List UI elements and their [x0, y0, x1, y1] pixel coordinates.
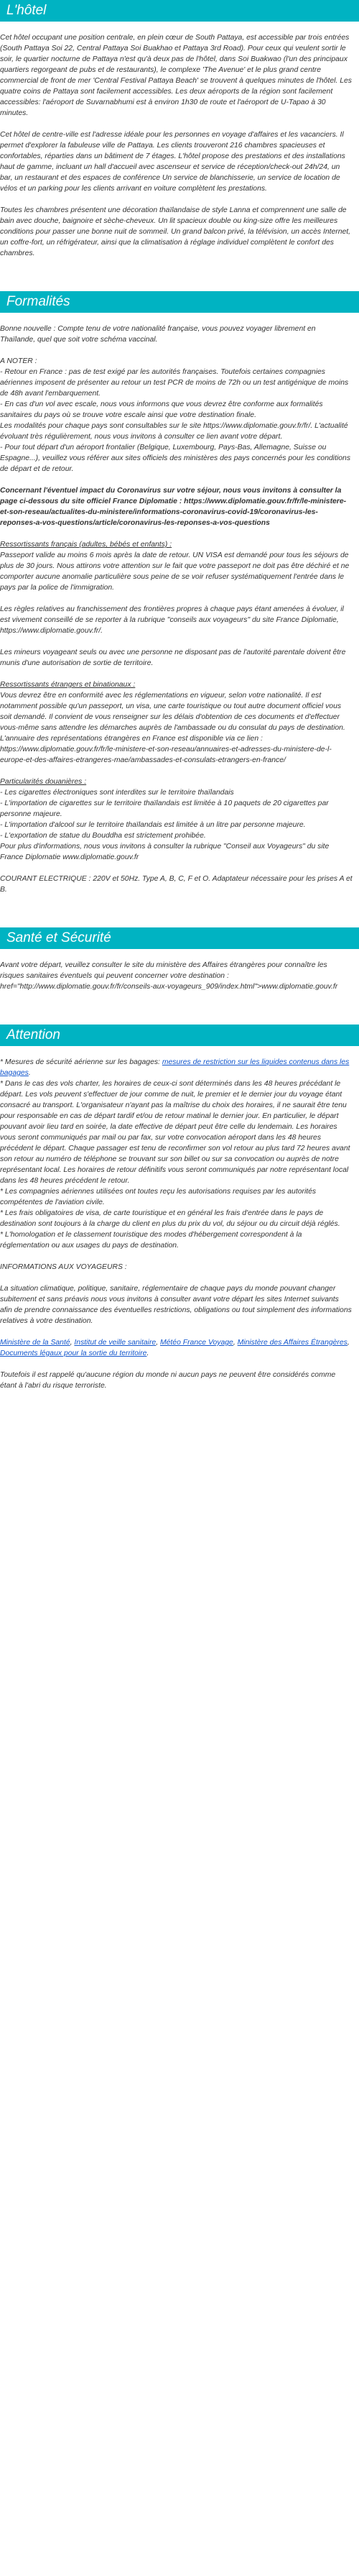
french-nationals-title: Ressortissants français (adultes, bébés et enfants) : — [0, 541, 172, 549]
nota-frontalier: - Pour tout départ d'un aéroport frontalier (Belgique, Luxembourg, Pays-Bas, Allemagne, Suisse ou Espagne...), veuillez vous référer aux sites officiels des ministères des pays concernés pour les conditions de départ et de retour. — [0, 444, 351, 473]
mandatory-fees: * Les frais obligatoires de visa, de carte touristique et en général les frais d'entrée dans le pays de destination sont toujours à la charge du client en plus du prix du vol, du séjour ou du circuit déjà réglés. — [0, 1209, 340, 1228]
hotel-paragraph-3: Toutes les chambres présentent une décoration thaïlandaise de style Lanna et comprennent une salle de bain avec douche, baignoire et sèche-cheveux. Un lit spacieux double ou king-size offre les meilleures conditions pour passer une bonne nuit de sommeil. Un grand balcon privé, la télévision, un accès Internet, un coffre-fort, un réfrigérateur, ainsi que la climatisation à réglage individuel complètent le confort des chambres. — [0, 206, 351, 257]
useful-links: Ministère de la Santé, Institut de veille sanitaire, Météo France Voyage, Ministère des Affaires Étrangères, Documents légaux pour la sortie du territoire. — [0, 1339, 350, 1357]
french-nationals-text: Passeport valide au moins 6 mois après la date de retour. UN VISA est demandé pour tous les séjours de plus de 30 jours. Nous attirons votre attention sur le fait que votre passeport ne doit pas être déchiré et ne comporter aucune anomalie particulière sous peine de se voir refuser systématiquement l'entrée dans le pays par la police de l'immigration. — [0, 551, 350, 592]
border-rules: Les règles relatives au franchissement des frontières propres à chaque pays étant amenées à évoluer, il est vivement conseillé de se reporter à la rubrique "conseils aux voyageurs" du site France Diplomatie, https://www.diplomatie.gouv.fr/. — [0, 605, 344, 635]
accommodation-rating: * L'homologation et le classement touristique des modes d'hébergement correspondent à la réglementation ou aux usages du pays de destination. — [0, 1231, 302, 1250]
foreign-nationals-title: Ressortissants étrangers et binationaux : — [0, 681, 136, 689]
traveler-info-text: La situation climatique, politique, sanitaire, réglementaire de chaque pays du monde pouvant changer subitement et sans préavis nous vous invitons à consulter avant votre départ les sites Internet suivants afin de prendre connaissance des éventuelles restrictions, obligations ou tout simplement des informations relatives à votre destination. — [0, 1285, 352, 1325]
terrorism-notice: Toutefois il est rappelé qu'aucune région du monde ni aucun pays ne peuvent être considérés comme étant à l'abri du risque terroriste. — [0, 1371, 336, 1390]
section-title-sante: Santé et Sécurité — [0, 927, 359, 949]
section-sante — [0, 927, 359, 992]
link-meteo-france[interactable]: Météo France Voyage — [159, 1339, 233, 1347]
electric-current: COURANT ELECTRIQUE : 220V et 50Hz. Type A, B, C, F et O. Adaptateur nécessaire pour les prises A et B. — [0, 875, 353, 894]
link-ministere-sante[interactable]: Ministère de la Santé — [0, 1339, 70, 1347]
section-hotel — [0, 0, 359, 259]
link-affaires-etrangeres[interactable]: Ministère des Affaires Étrangères — [237, 1339, 348, 1347]
customs-alcohol: - L'importation d'alcool sur le territoire thaïlandais est limitée à un litre par personne majeure. — [0, 821, 306, 829]
customs-title: Particularités douanières : — [0, 778, 87, 786]
foreign-nationals-text: Vous devrez être en conformité avec les réglementations en vigueur, selon votre nationalité. Il est notamment possible qu'un passeport, un visa, une carte touristique ou tout autre document officiel vous soit demandé. Il convient de vous renseigner sur les délais d'obtention de ces documents et d'effectuer vous-même sans attendre les démarches auprès de l'ambassade ou du consulat du pays de destination. — [0, 692, 345, 732]
foreign-directory: L'annuaire des représentations étrangères en France est disponible via ce lien : https://www.diplomatie.gouv.fr/fr/le-ministere-et-son-reseau/annuaires-et-adresses-du-ministere-de-l-europe-et-des-affaires-etrangeres-mae/ambassades-et-consulats-etrangers-en-france/ — [0, 735, 332, 764]
nota-modalites: Les modalités pour chaque pays sont consultables sur le site https://www.diplomatie.gouv.fr/fr/. L'actualité évoluant très régulièrement, nous vous invitons à consulter ce lien avant votre départ. — [0, 422, 348, 441]
nota-title: A NOTER : — [0, 357, 37, 365]
section-formalites — [0, 291, 359, 895]
charter-flights: * Dans le cas des vols charter, les horaires de ceux-ci sont déterminés dans les 48 heures précédant le départ. Les vols peuvent s'effectuer de jour comme de nuit, le premier et le dernier jour du voyage étant consacré au transport. L'organisateur n'ayant pas la maîtrise du choix des horaires, il ne saurait être tenu pour responsable en cas de départ tardif et/ou de retour matinal le dernier jour. En particulier, le départ pouvant avoir lieu tard en soirée, la date effective de départ peut être celle du lendemain. Les horaires vous seront communiqués par mail ou par fax, sur votre convocation aéroport dans les 48 heures précédent le départ. Chaque passager est tenu de reconfirmer son vol retour au plus tard 72 heures avant son retour au numéro de téléphone se trouvant sur son billet ou sur sa convocation ou auprès de notre représentant local. Les horaires de retour définitifs vous seront communiqués par notre représentant local dans les 48 heures précédent le retour. — [0, 1080, 350, 1185]
customs-more: Pour plus d'informations, nous vous invitons à consulter la rubrique "Conseil aux Voyageurs" du site France Diplomatie www.diplomatie.gouv.fr — [0, 843, 330, 861]
hotel-paragraph-2: Cet hôtel de centre-ville est l'adresse idéale pour les personnes en voyage d'affaires et les vacanciers. Il permet d'explorer la fabuleuse ville de Pattaya. Les clients trouveront 216 chambres spacieuses et confortables, réparties dans un bâtiment de 7 étages. L'hôtel propose des prestations et des installations haut de gamme, incluant un hall d'accueil avec ascenseur et service de réception/check-out 24h/24, un bar, un restaurant et des espaces de conférence Un service de blanchisserie, un service de location de vélos et un parking pour les clients arrivant en voiture complètent les prestations. — [0, 131, 345, 193]
traveler-info-title: INFORMATIONS AUX VOYAGEURS : — [0, 1263, 127, 1271]
nota-retour: - Retour en France : pas de test exigé par les autorités françaises. Toutefois certaines compagnies aériennes imposent de présenter au retour un test PCR de moins de 72h ou un test antigénique de moins de 48h avant l'embarquement. — [0, 368, 349, 398]
airlines-authorized: * Les compagnies aériennes utilisées ont toutes reçu les autorisations requises par les autorités compétentes de l'aviation civile. — [0, 1188, 317, 1206]
covid-notice: Concernant l'éventuel impact du Coronavirus sur votre séjour, nous vous invitons à consulter la page ci-dessous du site officiel France Diplomatie : https://www.diplomatie.gouv.fr/fr/le-ministere-et-son-reseau/actualites-du-ministere/informations-coronavirus-covid-19/coronavirus-les-reponses-a-vos-questions/article/coronavirus-les-reponses-a-vos-questions — [0, 487, 347, 527]
formalites-intro: Bonne nouvelle : Compte tenu de votre nationalité française, vous pouvez voyager librement en Thaïlande, quel que soit votre schéma vaccinal. — [0, 325, 316, 344]
sante-text: Avant votre départ, veuillez consulter le site du ministère des Affaires étrangères pour connaître les risques sanitaires éventuels qui peuvent concerner votre destination : href="http://www.diplomatie.gouv.fr/fr/conseils-aux-voyageurs_909/index.html">www.diplomatie.gouv.fr — [0, 961, 338, 991]
section-title-formalites: Formalités — [0, 291, 359, 313]
link-veille-sanitaire[interactable]: Institut de veille sanitaire — [74, 1339, 157, 1347]
customs-buddha: - L'exportation de statue du Bouddha est strictement prohibée. — [0, 832, 206, 840]
customs-ecig: - Les cigarettes électroniques sont interdites sur le territoire thaïlandais — [0, 789, 234, 797]
liquids-restriction-link[interactable]: mesures de restriction sur les liquides contenus dans les bagages — [0, 1058, 350, 1077]
minors-notice: Les mineurs voyageant seuls ou avec une personne ne disposant pas de l'autorité parentale doivent être munis d'une autorisation de sortie de territoire. — [0, 648, 346, 667]
section-title-attention: Attention — [0, 1025, 359, 1046]
hotel-paragraph-1: Cet hôtel occupant une position centrale, en plein cœur de South Pattaya, est accessible par trois entrées (South Pattaya Soi 22, Central Pattaya Soi Buakhao et Pattaya 3rd Road). Pour ceux qui veulent sortir le soir, le quartier nocturne de Pattaya n'est qu'à deux pas de l'hôtel, dans Soi Buakwao (l'un des principaux quartiers regorgeant de pubs et de restaurants), le complexe 'The Avenue' et le plus grand centre commercial de front de mer 'Central Festival Pattaya Beach' se trouvent à quelques minutes de l'hôtel. Les quatre coins de Pattaya sont facilement accessibles. Les deux aéroports de la région sont facilement accessibles: l'aéroport de Suvarnabhumi est à environ 1h30 de route et l'aéroport de U-Tapao à 30 minutes. — [0, 34, 352, 117]
customs-cigarettes: - L'importation de cigarettes sur le territoire thaïlandais est limitée à 10 paquets de 20 cigarettes par personne majeure. — [0, 799, 329, 818]
baggage-security: * Mesures de sécurité aérienne sur les bagages: mesures de restriction sur les liquides contenus dans les bagages. — [0, 1058, 350, 1077]
link-documents-sortie[interactable]: Documents légaux pour la sortie du territoire — [0, 1349, 147, 1357]
section-title-hotel: L'hôtel — [0, 0, 359, 22]
section-attention — [0, 1025, 359, 1391]
nota-escale: - En cas d'un vol avec escale, nous vous informons que vous devrez être conforme aux formalités sanitaires du pays où se trouve votre escale ainsi que votre destination finale. — [0, 400, 323, 419]
